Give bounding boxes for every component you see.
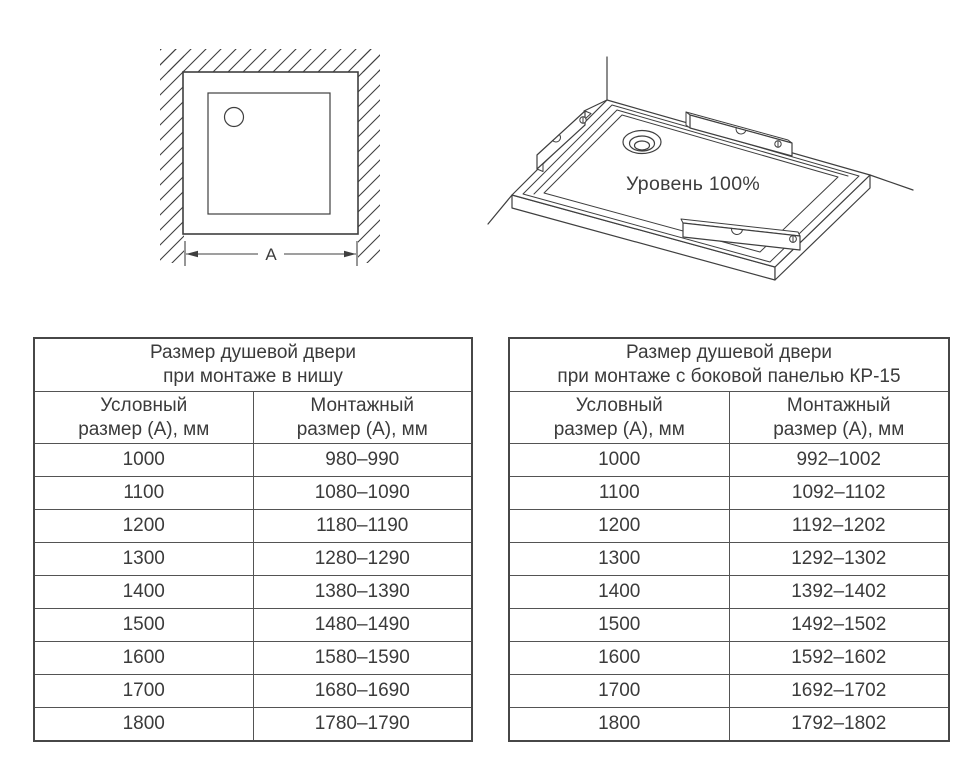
column-header-mounting-size: Монтажный размер (А), мм xyxy=(729,392,949,444)
niche-mount-size-table xyxy=(33,337,473,742)
table-cell: 1000 xyxy=(509,444,729,477)
table-cell: 1392–1402 xyxy=(729,576,949,609)
table-cell: 1080–1090 xyxy=(253,477,472,510)
table-row xyxy=(34,543,472,576)
table-cell: 1792–1802 xyxy=(729,708,949,742)
table-row xyxy=(34,708,472,742)
shower-tray-outer-edge xyxy=(183,72,358,234)
drain-icon xyxy=(623,131,661,154)
table-body xyxy=(34,444,472,742)
table-cell: 1780–1790 xyxy=(253,708,472,742)
leveling-diagram xyxy=(480,40,976,300)
table-cell: 1300 xyxy=(34,543,253,576)
table-title-line2: при монтаже в нишу xyxy=(163,366,343,387)
table-row xyxy=(34,477,472,510)
table-cell: 1492–1502 xyxy=(729,609,949,642)
table-cell: 1192–1202 xyxy=(729,510,949,543)
side-panel-mount-size-table xyxy=(508,337,950,742)
table-cell: 1000 xyxy=(34,444,253,477)
table-row xyxy=(509,642,949,675)
table-cell: 1092–1102 xyxy=(729,477,949,510)
table-title-line2: при монтаже с боковой панелью КР-15 xyxy=(557,366,901,387)
table-cell: 1180–1190 xyxy=(253,510,472,543)
table-row xyxy=(34,444,472,477)
table-cell: 1200 xyxy=(34,510,253,543)
table-cell: 1480–1490 xyxy=(253,609,472,642)
table-cell: 1100 xyxy=(34,477,253,510)
table-cell: 1700 xyxy=(509,675,729,708)
table-cell: 1280–1290 xyxy=(253,543,472,576)
table-row xyxy=(34,675,472,708)
table-cell: 1700 xyxy=(34,675,253,708)
table-row xyxy=(509,609,949,642)
table-body xyxy=(509,444,949,742)
level-caption: Уровень 100% xyxy=(625,173,761,195)
table-cell: 1500 xyxy=(509,609,729,642)
table-cell: 1680–1690 xyxy=(253,675,472,708)
table-cell: 980–990 xyxy=(253,444,472,477)
column-header-nominal-size: Условный размер (А), мм xyxy=(509,392,729,444)
drain-icon xyxy=(225,108,244,127)
table-row xyxy=(509,543,949,576)
table-title xyxy=(509,338,949,392)
table-cell: 1300 xyxy=(509,543,729,576)
table-title xyxy=(34,338,472,392)
column-header-mounting-size: Монтажный размер (А), мм xyxy=(253,392,472,444)
table-cell: 992–1002 xyxy=(729,444,949,477)
table-header-row xyxy=(34,392,472,444)
table-row xyxy=(34,576,472,609)
table-cell: 1600 xyxy=(34,642,253,675)
table-cell: 1800 xyxy=(34,708,253,742)
table-cell: 1400 xyxy=(34,576,253,609)
table-title-row xyxy=(34,338,472,392)
table-cell: 1200 xyxy=(509,510,729,543)
table-cell: 1580–1590 xyxy=(253,642,472,675)
table-row xyxy=(34,609,472,642)
table-cell: 1100 xyxy=(509,477,729,510)
table-row xyxy=(509,708,949,742)
table-row xyxy=(509,675,949,708)
table-row xyxy=(509,576,949,609)
table-cell: 1292–1302 xyxy=(729,543,949,576)
table-cell: 1800 xyxy=(509,708,729,742)
table-title-row xyxy=(509,338,949,392)
table-row xyxy=(509,444,949,477)
table-cell: 1500 xyxy=(34,609,253,642)
table-row xyxy=(34,510,472,543)
niche-top-view-diagram xyxy=(150,30,400,280)
floor-line-right xyxy=(870,175,913,190)
floor-line-left xyxy=(488,195,512,224)
dimension-label: A xyxy=(265,245,277,264)
table-row xyxy=(509,477,949,510)
table-header-row xyxy=(509,392,949,444)
column-header-nominal-size: Условный размер (А), мм xyxy=(34,392,253,444)
table-row xyxy=(509,510,949,543)
table-cell: 1592–1602 xyxy=(729,642,949,675)
table-cell: 1692–1702 xyxy=(729,675,949,708)
table-title-line1: Размер душевой двери xyxy=(149,342,357,363)
table-cell: 1600 xyxy=(509,642,729,675)
table-cell: 1400 xyxy=(509,576,729,609)
table-row xyxy=(34,642,472,675)
table-cell: 1380–1390 xyxy=(253,576,472,609)
table-title-line1: Размер душевой двери xyxy=(625,342,833,363)
